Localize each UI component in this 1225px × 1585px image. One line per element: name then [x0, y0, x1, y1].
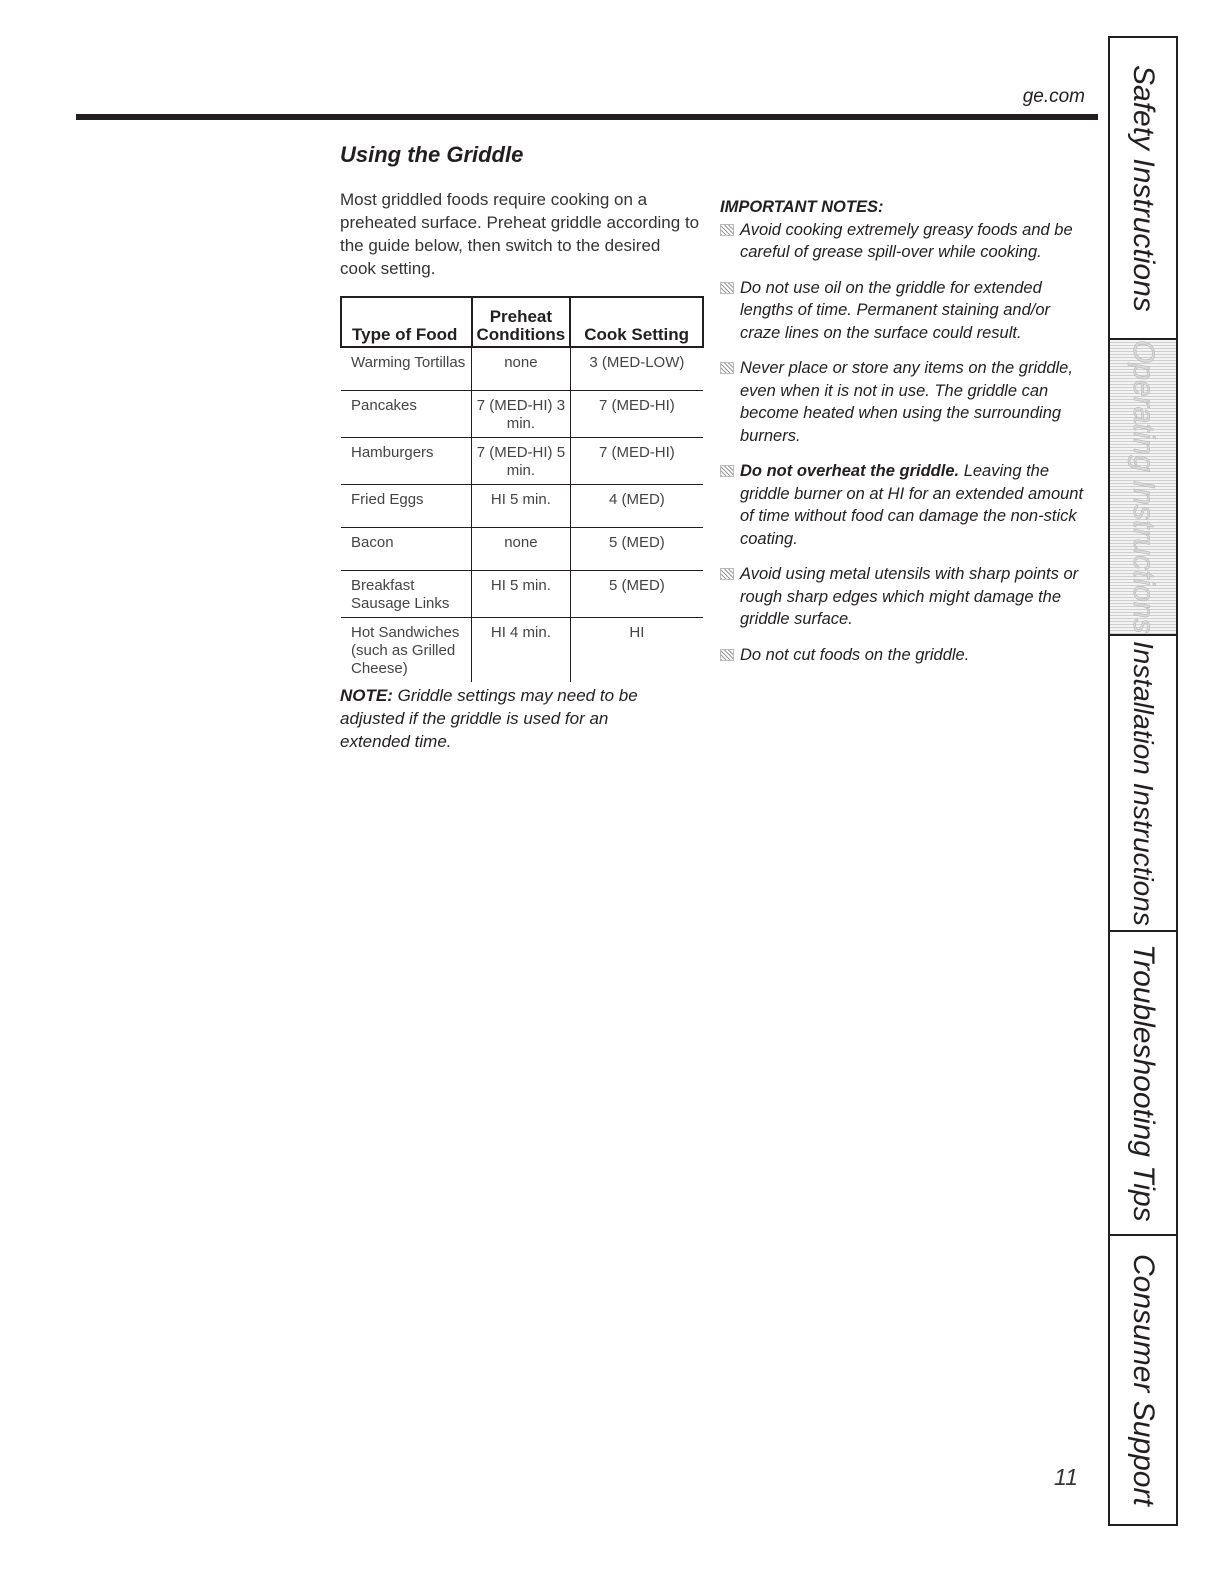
list-item: [720, 357, 1092, 447]
cell-food: Breakfast Sausage Links: [341, 571, 472, 618]
cell-cook: 4 (MED): [570, 485, 703, 528]
note-item-text: Avoid cooking extremely greasy foods and be careful of grease spill-over while cooking.: [740, 220, 1073, 261]
cell-preheat: 7 (MED-HI) 3 min.: [472, 391, 571, 438]
cell-food: Fried Eggs: [341, 485, 472, 528]
cell-cook: 7 (MED-HI): [570, 391, 703, 438]
header-rule: [76, 114, 1098, 120]
tab-label: Safety Instructions: [1127, 64, 1160, 312]
note-text: Griddle settings may need to be adjusted if the griddle is used for an extended time.: [340, 686, 638, 751]
list-item: [720, 460, 1092, 550]
griddle-guide-table: [340, 296, 704, 682]
site-url: ge.com: [1022, 86, 1085, 107]
cell-food: Hot Sandwiches (such as Grilled Cheese): [351, 624, 460, 677]
header-type-of-food: Type of Food: [341, 297, 472, 347]
header-cook-setting: Cook Setting: [570, 297, 703, 347]
section-title: Using the Griddle: [340, 142, 524, 167]
note-label: NOTE:: [340, 686, 393, 705]
list-item: [720, 277, 1092, 345]
header-preheat-conditions: Preheat Conditions: [472, 297, 571, 347]
page-number: 11: [1054, 1464, 1078, 1490]
tab-label: Consumer Support: [1127, 1254, 1160, 1506]
note-item-text: Do not use oil on the griddle for extended lengths of time. Permanent staining and/or craze lines on the surface could result.: [740, 278, 1051, 342]
cell-preheat: HI 5 min.: [472, 571, 571, 618]
cell-preheat: HI 5 min.: [472, 485, 571, 528]
table-row: [341, 438, 703, 485]
tab-label: Troubleshooting Tips: [1127, 944, 1160, 1222]
table-row: [341, 528, 703, 571]
cell-food: Warming Tortillas: [341, 347, 472, 391]
griddle-note: [340, 684, 680, 753]
tab-label: Operating Instructions: [1127, 340, 1160, 634]
bullet-icon: [720, 224, 734, 236]
list-item: [720, 644, 1092, 667]
tab-consumer-support[interactable]: [1110, 1236, 1176, 1524]
note-item-text: Never place or store any items on the griddle, even when it is not in use. The griddle can become heated when using the surrounding burners.: [740, 359, 1073, 445]
table-row: [341, 618, 703, 683]
cell-cook: 5 (MED): [570, 571, 703, 618]
bullet-icon: [720, 282, 734, 294]
cell-preheat: 7 (MED-HI) 5 min.: [472, 438, 571, 485]
cell-cook: 3 (MED-LOW): [570, 347, 703, 391]
list-item: [720, 563, 1092, 631]
cell-preheat: none: [472, 528, 571, 571]
table-row: [341, 391, 703, 438]
cell-food: Hamburgers: [341, 438, 472, 485]
note-item-text: Avoid using metal utensils with sharp points or rough sharp edges which might damage the griddle surface.: [740, 565, 1079, 628]
table-row: [341, 347, 703, 391]
table-row: [341, 485, 703, 528]
note-item-text: Do not overheat the griddle. Leaving the griddle burner on at HI for an extended amount of time without food can damage the non-stick coating.: [740, 462, 1084, 548]
tab-installation-instructions[interactable]: [1110, 636, 1176, 932]
tab-operating-instructions[interactable]: [1110, 340, 1176, 636]
important-notes: [720, 196, 1092, 666]
cell-cook: HI: [629, 624, 645, 641]
bullet-icon: [720, 649, 734, 661]
note-item-text: Do not cut foods on the griddle.: [740, 645, 970, 664]
list-item: [720, 219, 1092, 264]
table-header-row: [341, 297, 703, 347]
cell-food: Bacon: [341, 528, 472, 571]
cell-cook: 5 (MED): [570, 528, 703, 571]
tab-troubleshooting-tips[interactable]: [1110, 932, 1176, 1236]
cell-cook: 7 (MED-HI): [570, 438, 703, 485]
tab-label: Installation Instructions: [1128, 640, 1159, 926]
bullet-icon: [720, 465, 734, 477]
bullet-icon: [720, 362, 734, 374]
section-sidebar: [1108, 36, 1178, 1526]
table-row: [341, 571, 703, 618]
cell-preheat: HI 4 min.: [472, 618, 571, 683]
cell-food: Pancakes: [341, 391, 472, 438]
tab-safety-instructions[interactable]: [1110, 38, 1176, 340]
cell-preheat: none: [472, 347, 571, 391]
important-notes-heading: IMPORTANT NOTES:: [720, 198, 884, 216]
bullet-icon: [720, 568, 734, 580]
intro-paragraph: Most griddled foods require cooking on a preheated surface. Preheat griddle according to the guide below, then switch to the desired cook setting.: [340, 190, 700, 278]
